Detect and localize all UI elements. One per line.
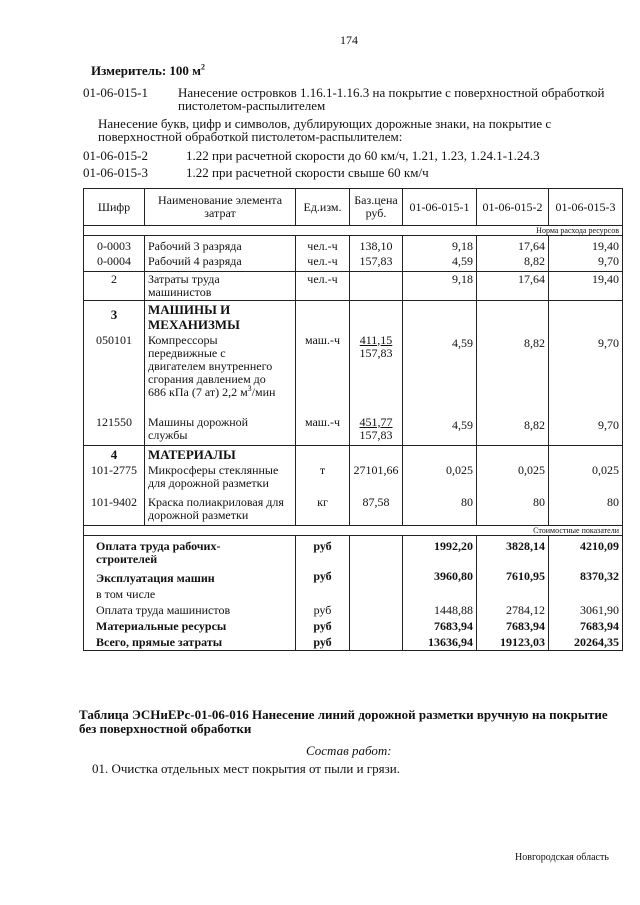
cost-row [84, 603, 623, 619]
row-price-line2: 157,83 [359, 427, 393, 442]
row-price [350, 415, 403, 446]
row-name [145, 415, 296, 446]
cost-name-line2: строителей [96, 551, 158, 566]
row-name-line1: Краска полиакриловая для [148, 495, 284, 509]
table-row [84, 271, 623, 300]
row-price-line2: 157,83 [359, 345, 393, 360]
item-code-2: 01-06-015-2 [83, 148, 148, 163]
measure-unit [91, 63, 205, 79]
cost-v1: 1992,20 [403, 535, 477, 567]
cost-price [350, 535, 403, 567]
row-v1 [403, 300, 477, 333]
row-name-line2: передвижные с [148, 345, 226, 360]
cost-name: Оплата труда машинистов [84, 603, 296, 619]
cost-price [350, 603, 403, 619]
cost-price [350, 619, 403, 635]
next-table-title-2: без поверхностной обработки [79, 721, 252, 736]
cost-price [350, 567, 403, 603]
row-price [350, 271, 403, 300]
row-price: 157,83 [350, 254, 403, 271]
cost-unit: руб [296, 619, 350, 635]
row-name-line2: дорожной разметки [148, 508, 249, 522]
cost-v2: 2784,12 [477, 603, 549, 619]
row-unit: чел.-ч [296, 271, 350, 300]
row-v1: 9,18 [403, 271, 477, 300]
row-price: 138,10 [350, 236, 403, 255]
item-text-1b: пистолетом-распылителем [178, 98, 326, 113]
row-name-line5-sup: 3 [247, 383, 252, 393]
section-title-line1: МАШИНЫ И [148, 301, 231, 317]
row-unit: кг [296, 495, 350, 525]
row-v2: 8,82 [477, 415, 549, 446]
cost-v2: 7683,94 [477, 619, 549, 635]
table-row [84, 236, 623, 255]
row-v3: 9,70 [549, 254, 623, 271]
row-v3: 0,025 [549, 463, 623, 495]
item-text-1a: Нанесение островков 1.16.1-1.16.3 на покрытие с поверхностной обработкой [178, 85, 605, 100]
section-title-line2: МЕХАНИЗМЫ [148, 316, 240, 332]
cost-v3: 20264,35 [549, 635, 623, 651]
norm-label: Норма расхода ресурсов [84, 226, 623, 236]
cost-v2: 7610,95 [477, 567, 549, 603]
cost-v1: 3960,80 [403, 567, 477, 603]
cost-name-line2: в том числе [96, 586, 156, 601]
row-code: 2 [84, 271, 145, 300]
row-v1: 9,18 [403, 236, 477, 255]
cost-v3: 8370,32 [549, 567, 623, 603]
cost-v3: 7683,94 [549, 619, 623, 635]
table-header [84, 189, 623, 226]
row-code: 0-0004 [84, 254, 145, 271]
group-text-1: Нанесение букв, цифр и символов, дублирующих дорожные знаки, на покрытие с [98, 116, 552, 131]
row-v1: 4,59 [403, 333, 477, 415]
row-name-line1: Микросферы стеклянные [148, 463, 279, 477]
row-unit: т [296, 463, 350, 495]
work-heading: Состав работ: [306, 743, 392, 758]
row-v1: 4,59 [403, 415, 477, 446]
row-v2: 8,82 [477, 333, 549, 415]
row-name-line2: службы [148, 427, 188, 442]
row-name-line3: двигателем внутреннего [148, 358, 273, 373]
work-item: 01. Очистка отдельных мест покрытия от пыли и грязи. [92, 761, 400, 776]
group-text-2: поверхностной обработкой пистолетом-распылителем: [98, 129, 403, 144]
row-v1: 80 [403, 495, 477, 525]
cost-row [84, 567, 623, 603]
row-v2 [477, 300, 549, 333]
table-row [84, 333, 623, 415]
row-price [350, 446, 403, 464]
row-name [145, 495, 296, 525]
table-row [84, 300, 623, 333]
row-v3 [549, 300, 623, 333]
row-price-line1: 451,77 [359, 414, 393, 429]
cost-v3: 4210,09 [549, 535, 623, 567]
row-v2 [477, 446, 549, 464]
row-name: Рабочий 3 разряда [145, 236, 296, 255]
row-v3: 9,70 [549, 333, 623, 415]
row-code: 050101 [84, 333, 145, 415]
row-code: 101-2775 [84, 463, 145, 495]
cost-v1: 13636,94 [403, 635, 477, 651]
section-code: 3 [84, 300, 145, 333]
header-unit: Ед.изм. [296, 189, 350, 226]
row-name-line5-text: 686 кПа (7 ат) 2,2 м [148, 384, 248, 399]
header-col1: 01-06-015-1 [403, 189, 477, 226]
section-title: МАТЕРИАЛЫ [145, 446, 296, 464]
row-v2: 17,64 [477, 271, 549, 300]
row-unit: чел.-ч [296, 254, 350, 271]
header-price-line2: руб. [365, 206, 387, 220]
header-code: Шифр [84, 189, 145, 226]
row-v2: 17,64 [477, 236, 549, 255]
header-name [145, 189, 296, 226]
header-price [350, 189, 403, 226]
cost-unit: руб [296, 603, 350, 619]
cost-row [84, 535, 623, 567]
row-price: 27101,66 [350, 463, 403, 495]
footer-region: Новгородская область [515, 852, 609, 863]
row-name-line1: Затраты труда [148, 271, 220, 286]
table-row [84, 495, 623, 525]
row-price: 87,58 [350, 495, 403, 525]
header-name-line1: Наименование элемента [157, 193, 283, 207]
cost-row [84, 619, 623, 635]
cost-name-line1: Оплата труда рабочих- [96, 538, 221, 553]
row-name [145, 271, 296, 300]
row-name-line1: Машины дорожной [148, 414, 249, 429]
row-code: 0-0003 [84, 236, 145, 255]
cost-unit: руб [296, 635, 350, 651]
norm-label-row [84, 226, 623, 236]
row-name-line4: сгорания давлением до [148, 371, 266, 386]
cost-row [84, 635, 623, 651]
row-v2: 0,025 [477, 463, 549, 495]
header-col3: 01-06-015-3 [549, 189, 623, 226]
row-price [350, 333, 403, 415]
row-unit: маш.-ч [296, 415, 350, 446]
cost-label: Стоимостные показатели [84, 525, 623, 535]
row-v1 [403, 446, 477, 464]
row-v3: 80 [549, 495, 623, 525]
row-v3: 19,40 [549, 236, 623, 255]
row-name-line5 [148, 383, 292, 399]
cost-name-line1: Эксплуатация машин [96, 570, 215, 585]
row-unit [296, 300, 350, 333]
cost-name [84, 567, 296, 603]
cost-name [84, 535, 296, 567]
row-unit: маш.-ч [296, 333, 350, 415]
row-code: 121550 [84, 415, 145, 446]
resource-table [83, 188, 623, 651]
cost-name: Всего, прямые затраты [84, 635, 296, 651]
cost-unit: руб [296, 567, 350, 603]
cost-v3: 3061,90 [549, 603, 623, 619]
cost-price [350, 635, 403, 651]
section-code: 4 [84, 446, 145, 464]
row-name: Рабочий 4 разряда [145, 254, 296, 271]
row-v3 [549, 446, 623, 464]
item-text-2: 1.22 при расчетной скорости до 60 км/ч, 1.21, 1.23, 1.24.1-1.24.3 [186, 148, 540, 163]
row-v3: 19,40 [549, 271, 623, 300]
header-col2: 01-06-015-2 [477, 189, 549, 226]
row-name-line1: Компрессоры [148, 332, 218, 347]
row-v2: 8,82 [477, 254, 549, 271]
item-text-3: 1.22 при расчетной скорости свыше 60 км/ч [186, 165, 429, 180]
row-name-line2: для дорожной разметки [148, 476, 269, 490]
row-price [350, 300, 403, 333]
row-name-line2: машинистов [148, 284, 212, 299]
row-v1: 4,59 [403, 254, 477, 271]
cost-v2: 3828,14 [477, 535, 549, 567]
table-row [84, 415, 623, 446]
header-name-line2: затрат [204, 206, 236, 220]
row-v3: 9,70 [549, 415, 623, 446]
cost-unit: руб [296, 535, 350, 567]
row-unit: чел.-ч [296, 236, 350, 255]
cost-name: Материальные ресурсы [84, 619, 296, 635]
table-row [84, 446, 623, 464]
measure-sup: 2 [201, 62, 206, 72]
table-row [84, 463, 623, 495]
cost-v1: 1448,88 [403, 603, 477, 619]
measure-label: Измеритель: 100 м [91, 63, 202, 78]
row-v2: 80 [477, 495, 549, 525]
page-number: 174 [340, 33, 358, 47]
section-title [145, 300, 296, 333]
header-price-line1: Баз.цена [354, 193, 398, 207]
item-code-3: 01-06-015-3 [83, 165, 148, 180]
next-table-title-1: Таблица ЭСНиЕРс-01-06-016 Нанесение линий дорожной разметки вручную на покрытие [79, 707, 608, 722]
row-name-line5-end: /мин [251, 384, 276, 399]
row-name [145, 463, 296, 495]
row-unit [296, 446, 350, 464]
cost-v2: 19123,03 [477, 635, 549, 651]
cost-label-row [84, 525, 623, 535]
row-name [145, 333, 296, 415]
row-price-line1: 411,15 [359, 332, 393, 347]
table-row [84, 254, 623, 271]
item-code-1: 01-06-015-1 [83, 85, 148, 100]
cost-v1: 7683,94 [403, 619, 477, 635]
row-code: 101-9402 [84, 495, 145, 525]
row-v1: 0,025 [403, 463, 477, 495]
